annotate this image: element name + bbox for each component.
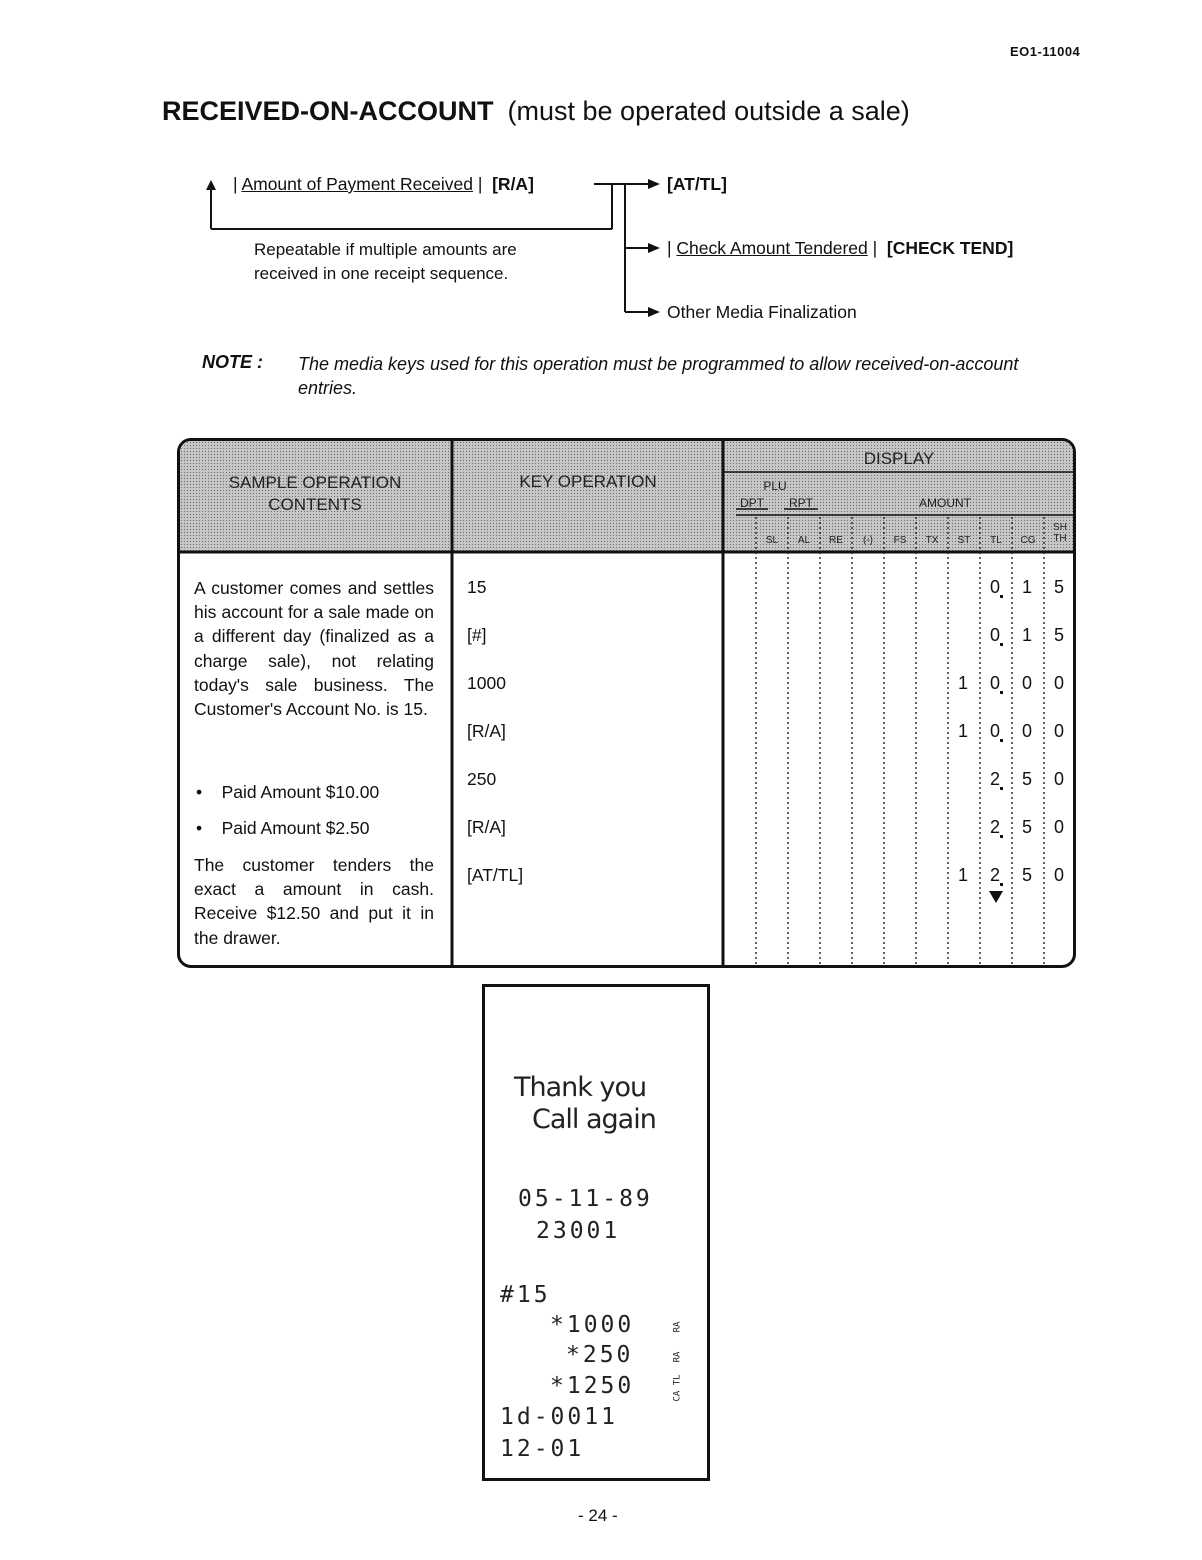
header-subcol-re: RE [829, 535, 843, 546]
header-subcol-sl: SL [765, 535, 779, 546]
flow-check: | Check Amount Tendered | [CHECK TEND] [667, 238, 1014, 258]
ra-key: [R/A] [492, 174, 534, 194]
header-subcol-shth: SH TH [1053, 522, 1067, 544]
display-digit: 2 [989, 817, 1000, 837]
note-text: The media keys used for this operation must be programmed to allow received-on-account entries. [298, 354, 1019, 398]
display-digit: 0 [989, 673, 1000, 693]
key-op-row-6: [R/A] [467, 817, 506, 837]
display-digit: 2 [989, 865, 1000, 885]
receipt-line-2-amount: *250 [566, 1342, 634, 1368]
display-digit: 2 [989, 769, 1000, 789]
header-subcol-fs: FS [893, 535, 907, 546]
check-tend-key: [CHECK TEND] [886, 238, 1014, 258]
display-digit: 1 [1021, 625, 1032, 645]
display-digit: 0 [1021, 673, 1032, 693]
header-dpt: DPT [740, 496, 764, 510]
display-digit: 1 [957, 673, 968, 693]
header-display: DISPLAY [863, 449, 935, 468]
header-key-operation: KEY OPERATION [519, 472, 657, 491]
repeat-line-1: Repeatable if multiple amounts are [254, 240, 517, 259]
header-plu: PLU [763, 479, 787, 493]
flow-amount-entry: | Amount of Payment Received | [R/A] [233, 174, 534, 194]
document-id: EO1-11004 [1010, 44, 1081, 59]
header-subcol-tl: TL [990, 535, 1002, 546]
display-digit: 5 [1053, 625, 1064, 645]
header-subcol-st: ST [957, 535, 971, 546]
receipt-number: 23001 [536, 1218, 621, 1244]
key-op-row-4: [R/A] [467, 721, 506, 741]
receipt-footer-2: 12-01 [500, 1436, 585, 1462]
bullet-dot-icon: • [196, 782, 203, 802]
display-digit: 5 [1021, 817, 1032, 837]
display-digit: 0 [1053, 769, 1064, 789]
receipt-line-2-symbol: RA [672, 1351, 683, 1363]
display-digit: 1 [957, 865, 968, 885]
header-contents-line-2: CONTENTS [268, 495, 362, 514]
receipt-line-3-amount: *1250 [550, 1373, 635, 1399]
display-digit: 0 [1053, 721, 1064, 741]
receipt-line-3-symbol: CA TL [672, 1374, 683, 1402]
header-subcol-minus: (-) [863, 535, 873, 546]
contents-closing-text: The customer tenders the exact a amount in cash. Receive $12.50 and put it in the drawer. [194, 855, 434, 948]
display-digit: 0 [989, 577, 1000, 597]
key-op-row-3: 1000 [467, 673, 506, 693]
receipt-account: #15 [500, 1282, 551, 1308]
display-digit: 1 [1021, 577, 1032, 597]
key-op-row-5: 250 [467, 769, 497, 789]
page-number: - 24 - [578, 1506, 618, 1525]
check-field: Check Amount Tendered [676, 238, 868, 258]
display-digit: 1 [957, 721, 968, 741]
header-subcol-al: AL [797, 535, 811, 546]
contents-paragraph: A customer comes and settles his account for a sale made on a different day (finalized as a charge sale), not relating today's sale business. The Customer's Account No. is 15. [194, 578, 434, 720]
display-digit: 5 [1021, 769, 1032, 789]
header-subcol-cg: CG [1020, 535, 1036, 546]
receipt-thanks-line-1: Thank you [514, 1072, 647, 1103]
bullet-2-text: Paid Amount $2.50 [221, 818, 370, 838]
amount-field: Amount of Payment Received [241, 174, 473, 194]
display-digit: 5 [1021, 865, 1032, 885]
display-digit: 0 [1053, 817, 1064, 837]
key-op-row-1: 15 [467, 577, 487, 597]
attl-key: [AT/TL] [667, 174, 727, 194]
header-contents-line-1: SAMPLE OPERATION [228, 473, 402, 492]
receipt-line-1-amount: *1000 [550, 1312, 635, 1338]
note-label: NOTE : [202, 352, 263, 372]
header-subcol-tx: TX [925, 535, 939, 546]
display-digit: 0 [989, 721, 1000, 741]
header-rpt: RPT [789, 496, 813, 510]
receipt-line-1-symbol: RA [672, 1321, 683, 1333]
header-amount: AMOUNT [919, 496, 971, 510]
key-op-row-7: [AT/TL] [467, 865, 524, 885]
title-sub: (must be operated outside a sale) [507, 96, 910, 126]
key-op-row-2: [#] [467, 625, 487, 645]
bullet-dot-icon: • [196, 818, 203, 838]
tl-indicator-icon [988, 890, 1004, 904]
display-digit: 0 [1053, 673, 1064, 693]
receipt-date: 05-11-89 [518, 1186, 653, 1212]
flow-other-media: Other Media Finalization [667, 302, 857, 322]
title-main: RECEIVED-ON-ACCOUNT [162, 96, 494, 126]
display-digit: 5 [1053, 577, 1064, 597]
display-digit: 0 [1021, 721, 1032, 741]
repeat-line-2: received in one receipt sequence. [254, 264, 509, 283]
display-digit: 0 [989, 625, 1000, 645]
bullet-1-text: Paid Amount $10.00 [221, 782, 380, 802]
receipt-footer-1: 1d-0011 [500, 1404, 618, 1430]
display-digit: 0 [1053, 865, 1064, 885]
receipt-thanks-line-2: Call again [532, 1104, 656, 1135]
